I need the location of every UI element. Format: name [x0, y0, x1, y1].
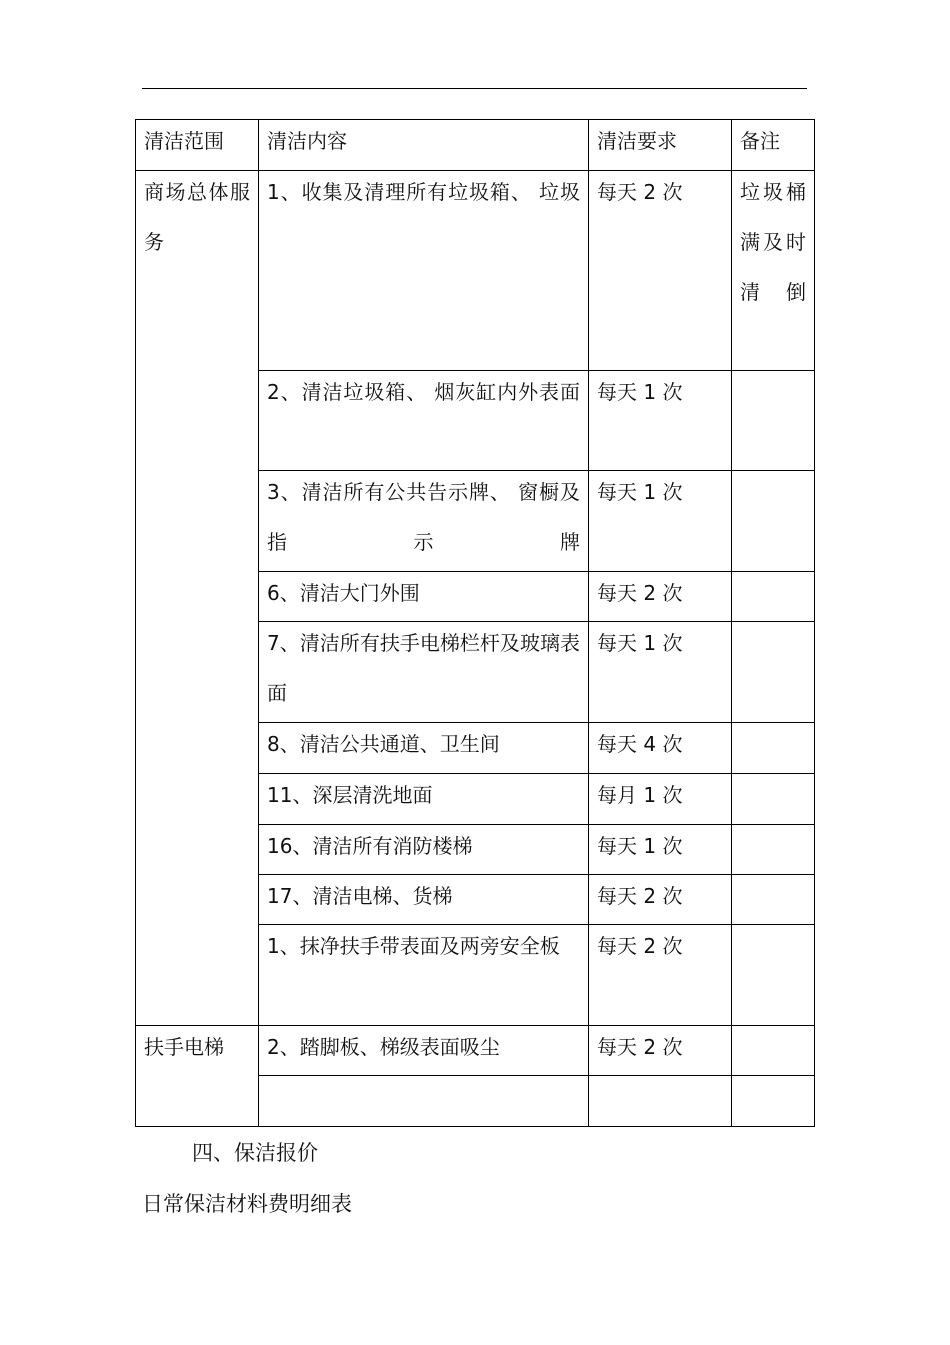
content-cell: 11、深层清洗地面: [259, 774, 589, 825]
requirement-cell: 每天 4 次: [589, 723, 732, 774]
note-cell: 垃圾桶满及时清倒: [732, 171, 815, 371]
note-cell: [732, 723, 815, 774]
content-cell: 1、收集及清理所有垃圾箱、 垃圾: [259, 171, 589, 371]
note-cell: [732, 572, 815, 622]
content-cell: 2、清洁垃圾箱、 烟灰缸内外表面: [259, 371, 589, 471]
content-cell: 16、清洁所有消防楼梯: [259, 825, 589, 875]
note-cell: [732, 925, 815, 1026]
requirement-cell: 每天 1 次: [589, 371, 732, 471]
table-row: [136, 171, 815, 371]
requirement-cell: 每天 2 次: [589, 1026, 732, 1076]
requirement-cell: 每天 2 次: [589, 875, 732, 925]
requirement-cell: 每天 2 次: [589, 572, 732, 622]
requirement-cell: 每天 2 次: [589, 925, 732, 1026]
note-cell: [732, 471, 815, 572]
scope-cell-general: 商场总体服务: [136, 171, 259, 1026]
content-cell: 1、抹净扶手带表面及两旁安全板: [259, 925, 589, 1026]
header-rule: [142, 88, 807, 89]
content-cell: 3、清洁所有公共告示牌、 窗橱及指示牌: [259, 471, 589, 572]
table-row: [136, 1026, 815, 1076]
requirement-cell: 每天 1 次: [589, 622, 732, 723]
note-cell: [732, 1026, 815, 1076]
requirement-cell: 每天 1 次: [589, 471, 732, 572]
content-cell: 7、清洁所有扶手电梯栏杆及玻璃表面: [259, 622, 589, 723]
requirement-cell: 每月 1 次: [589, 774, 732, 825]
table-header-row: [136, 120, 815, 171]
header-requirement: 清洁要求: [589, 120, 732, 171]
cleaning-schedule-table: [135, 119, 815, 1127]
requirement-cell: 每天 1 次: [589, 825, 732, 875]
content-cell: [259, 1076, 589, 1127]
content-cell: 17、清洁电梯、货梯: [259, 875, 589, 925]
requirement-cell: [589, 1076, 732, 1127]
requirement-cell: 每天 2 次: [589, 171, 732, 371]
note-cell: [732, 1076, 815, 1127]
note-cell: [732, 622, 815, 723]
content-cell: 8、清洁公共通道、卫生间: [259, 723, 589, 774]
note-cell: [732, 774, 815, 825]
content-cell: 6、清洁大门外围: [259, 572, 589, 622]
sub-title: 日常保洁材料费明细表: [142, 1192, 352, 1216]
note-cell: [732, 825, 815, 875]
header-note: 备注: [732, 120, 815, 171]
note-cell: [732, 875, 815, 925]
note-cell: [732, 371, 815, 471]
section-title: 四、保洁报价: [192, 1141, 318, 1165]
scope-cell-escalator: 扶手电梯: [136, 1026, 259, 1127]
header-content: 清洁内容: [259, 120, 589, 171]
header-scope: 清洁范围: [136, 120, 259, 171]
content-cell: 2、踏脚板、梯级表面吸尘: [259, 1026, 589, 1076]
